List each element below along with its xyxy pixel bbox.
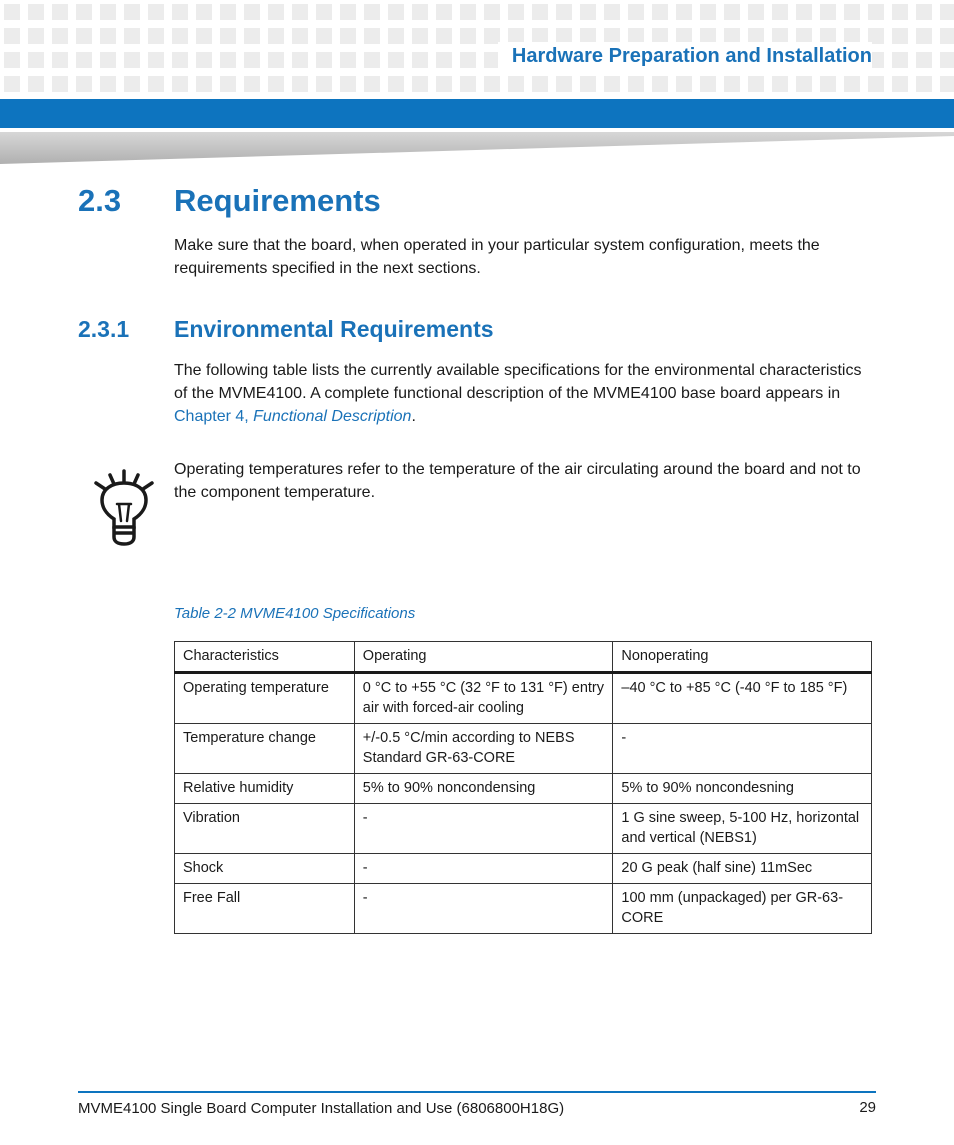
table-caption: Table 2-2 MVME4100 Specifications <box>174 605 416 622</box>
table-cell: 5% to 90% noncondensing <box>354 774 613 804</box>
note-text: Operating temperatures refer to the temperature of the air circulating around the board and not to the component temperature. <box>174 461 861 501</box>
table-cell: - <box>354 804 613 854</box>
table-row <box>175 774 872 804</box>
page-number: 29 <box>859 1099 876 1116</box>
table-cell: Relative humidity <box>175 774 355 804</box>
subsection-paragraph <box>174 359 874 428</box>
table-row <box>175 884 872 934</box>
table-cell: Operating temperature <box>175 673 355 724</box>
header-nonoperating: Nonoperating <box>613 642 872 673</box>
table-header-row <box>175 642 872 673</box>
header-operating: Operating <box>354 642 613 673</box>
subsection-number: 2.3.1 <box>78 316 130 342</box>
footer-doc-title: MVME4100 Single Board Computer Installation and Use (6806800H18G) <box>78 1100 565 1117</box>
table-cell: 5% to 90% noncondesning <box>613 774 872 804</box>
table-cell: +/-0.5 °C/min according to NEBS Standard GR-63-CORE <box>354 724 613 774</box>
chapter-link-title: Functional Description <box>253 408 412 425</box>
specifications-table <box>174 641 872 934</box>
section-number: 2.3 <box>78 183 122 218</box>
table-cell: Shock <box>175 854 355 884</box>
paragraph-text: The following table lists the currently available specifications for the environmental characteristics of the MVME4100. A complete functional description of the MVME4100 base board appears in <box>174 362 862 402</box>
footer-rule <box>78 1091 876 1093</box>
subsection-title: Environmental Requirements <box>174 316 494 342</box>
table-cell: - <box>354 854 613 884</box>
table-cell: 20 G peak (half sine) 11mSec <box>613 854 872 884</box>
table-cell: - <box>613 724 872 774</box>
section-title: Requirements <box>174 183 381 218</box>
header-characteristics: Characteristics <box>175 642 355 673</box>
section-intro: Make sure that the board, when operated in your particular system configuration, meets the requirements specified in the next sections. <box>174 237 820 277</box>
table-cell: Vibration <box>175 804 355 854</box>
table-row <box>175 854 872 884</box>
table-cell: 1 G sine sweep, 5-100 Hz, horizontal and vertical (NEBS1) <box>613 804 872 854</box>
table-row <box>175 673 872 724</box>
table-cell: - <box>354 884 613 934</box>
header-gray-wedge <box>0 132 954 164</box>
header-blue-bar <box>0 99 954 128</box>
table-row <box>175 804 872 854</box>
paragraph-end: . <box>411 408 416 425</box>
table-cell: Temperature change <box>175 724 355 774</box>
table-cell: 100 mm (unpackaged) per GR-63-CORE <box>613 884 872 934</box>
table-cell: –40 °C to +85 °C (-40 °F to 185 °F) <box>613 673 872 724</box>
running-header: Hardware Preparation and Installation <box>498 42 872 70</box>
chapter-link-number: Chapter 4, <box>174 408 254 425</box>
table-row <box>175 724 872 774</box>
table-cell: Free Fall <box>175 884 355 934</box>
lightbulb-icon <box>92 467 156 551</box>
table-cell: 0 °C to +55 °C (32 °F to 131 °F) entry air with forced-air cooling <box>354 673 613 724</box>
chapter-link[interactable] <box>174 408 411 425</box>
